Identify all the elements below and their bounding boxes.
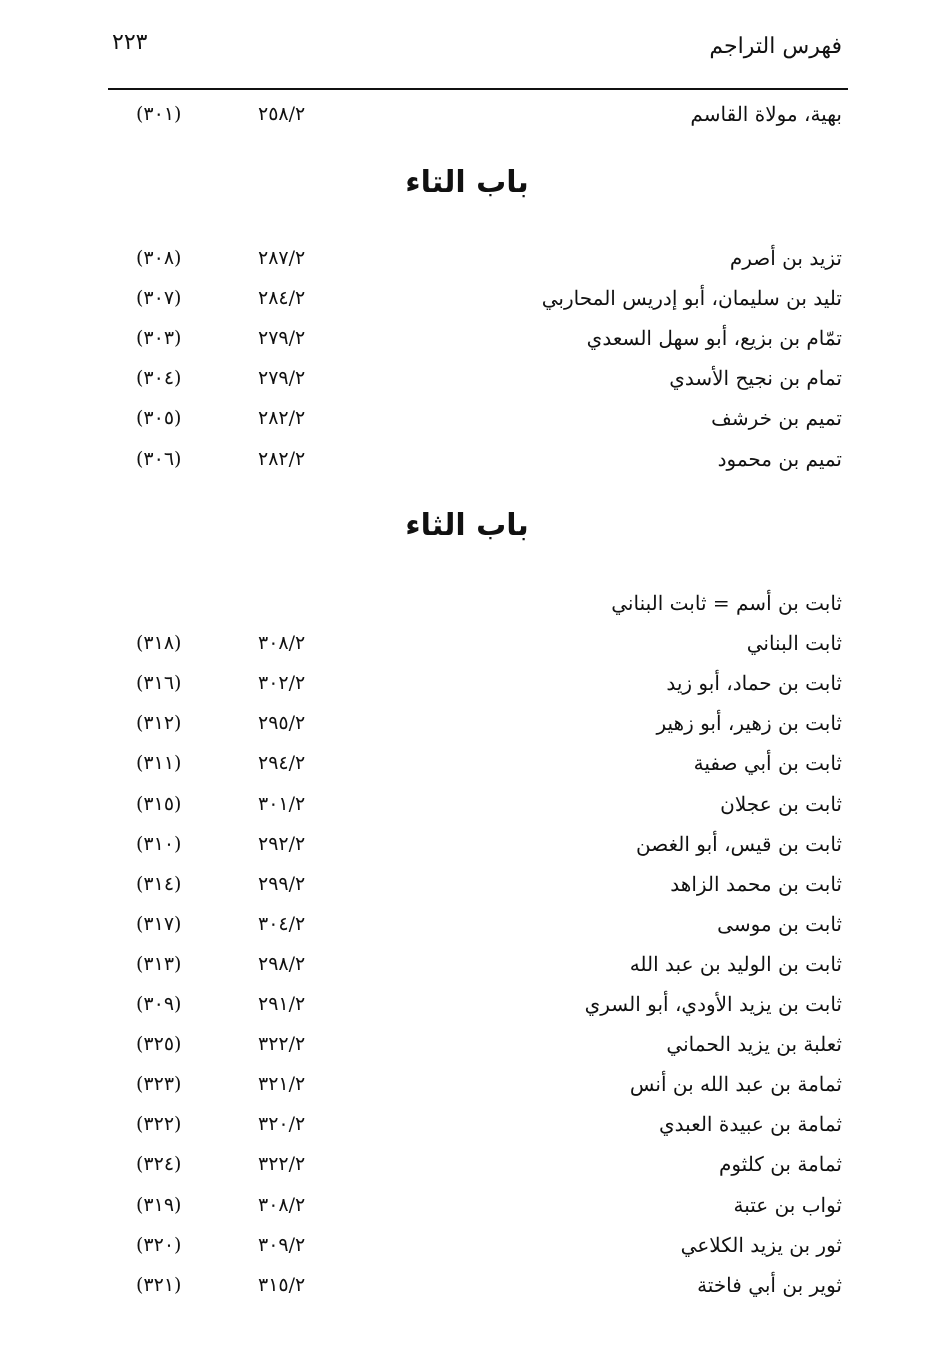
entry-number: (٣٢٤) xyxy=(136,1153,182,1176)
entry-volume-page: ٢٧٩/٢ xyxy=(258,327,306,350)
index-entry xyxy=(0,1187,934,1223)
entry-volume-page: ٢٨٤/٢ xyxy=(258,287,306,310)
index-entry xyxy=(0,745,934,781)
entry-number: (٣١٩) xyxy=(136,1193,182,1216)
entry-name: تميم بن خرشف xyxy=(711,406,842,431)
index-entry xyxy=(0,1066,934,1102)
index-entry xyxy=(0,1106,934,1142)
page-number: ٢٢٣ xyxy=(112,30,148,55)
index-entry xyxy=(0,705,934,741)
entry-volume-page: ٣٠١/٢ xyxy=(258,792,306,815)
entry-number: (٣١١) xyxy=(136,752,182,775)
index-entry xyxy=(0,826,934,862)
header-rule xyxy=(108,88,848,90)
entry-number: (٣٠٨) xyxy=(136,247,182,269)
index-entry xyxy=(0,441,934,477)
index-entry xyxy=(0,360,934,396)
entry-number: (٣١٣) xyxy=(136,952,182,975)
entry-volume-page: ٢٨٢/٢ xyxy=(258,407,306,430)
entry-number: (٣١٦) xyxy=(136,672,182,695)
index-entry xyxy=(0,665,934,701)
entry-name: ثابت بن قيس، أبو الغصن xyxy=(636,831,842,856)
entry-number: (٣٠٣) xyxy=(136,327,182,350)
entry-name: تليد بن سليمان، أبو إدريس المحاربي xyxy=(541,286,842,311)
index-entry xyxy=(0,400,934,436)
entry-number: (٣٢٠) xyxy=(136,1233,182,1256)
entry-volume-page: ٣٠٨/٢ xyxy=(258,632,306,655)
entry-volume-page: ٣٢١/٢ xyxy=(258,1073,306,1096)
entry-volume-page: ٣٢٢/٢ xyxy=(258,1153,306,1176)
entry-name: ثابت بن عجلان xyxy=(720,791,842,816)
entry-name: ثابت بن أبي صفية xyxy=(693,751,842,776)
entry-number: (٣٠١) xyxy=(136,103,182,125)
index-entry xyxy=(0,320,934,356)
index-entry xyxy=(0,1267,934,1303)
entry-volume-page: ٢٧٩/٢ xyxy=(258,367,306,390)
entry-number: (٣٠٩) xyxy=(136,993,182,1015)
entry-name: ثابت بن أسم = ثابت البناني xyxy=(611,591,842,615)
entry-volume-page: ٣٠٢/٢ xyxy=(258,672,306,695)
entry-name: ثوير بن أبي فاختة xyxy=(697,1272,842,1297)
index-entry xyxy=(0,625,934,661)
entry-volume-page: ٣٢٠/٢ xyxy=(258,1113,306,1136)
index-entry xyxy=(0,946,934,982)
entry-volume-page: ٣٠٤/٢ xyxy=(258,912,306,935)
index-entry xyxy=(0,240,934,276)
entry-volume-page: ٣٠٩/٢ xyxy=(258,1233,306,1256)
entry-number: (٣٢٥) xyxy=(136,1033,182,1056)
entry-volume-page: ٢٩٩/٢ xyxy=(258,872,306,895)
entry-number: (٣٠٦) xyxy=(136,447,182,470)
running-title: فهرس التراجم xyxy=(709,34,842,59)
entry-name: ثمامة بن كلثوم xyxy=(718,1152,842,1177)
entry-number: (٣١٤) xyxy=(136,872,182,895)
index-entry xyxy=(0,585,934,621)
index-entry xyxy=(0,986,934,1022)
entry-number: (٣١٧) xyxy=(136,912,182,935)
entry-volume-page: ٢٨٢/٢ xyxy=(258,447,306,470)
entry-name: ثابت بن محمد الزاهد xyxy=(670,871,842,896)
entry-number: (٣١٥) xyxy=(136,792,182,815)
entry-name: ثواب بن عتبة xyxy=(733,1192,842,1217)
page-header xyxy=(0,0,934,90)
index-entry xyxy=(0,280,934,316)
entry-number: (٣١٠) xyxy=(136,832,182,855)
entry-number: (٣٠٧) xyxy=(136,287,182,310)
section-title: باب التاء xyxy=(405,165,529,200)
entry-volume-page: ٢٩٤/٢ xyxy=(258,752,306,775)
entry-volume-page: ٣١٥/٢ xyxy=(258,1273,306,1296)
entry-name: تميم بن محمود xyxy=(717,446,842,471)
entry-name: ثور بن يزيد الكلاعي xyxy=(680,1232,842,1257)
entry-volume-page: ٢٩٢/٢ xyxy=(258,832,306,855)
entry-number: (٣٢٣) xyxy=(136,1073,182,1096)
entry-name: ثابت بن حماد، أبو زيد xyxy=(666,671,842,696)
entry-volume-page: ٣٢٢/٢ xyxy=(258,1033,306,1056)
entry-number: (٣٢١) xyxy=(136,1273,182,1296)
entry-name: ثابت البناني xyxy=(746,631,842,656)
index-entry xyxy=(0,1146,934,1182)
entry-name: ثابت بن موسى xyxy=(717,911,842,936)
entry-name: تزيد بن أصرم xyxy=(729,246,842,270)
entry-volume-page: ٢٩١/٢ xyxy=(258,993,306,1015)
index-entry xyxy=(0,786,934,822)
entry-number: (٣١٢) xyxy=(136,712,182,735)
entry-number: (٣١٨) xyxy=(136,632,182,655)
entry-name: ثمامة بن عبد الله بن أنس xyxy=(629,1072,842,1097)
entry-volume-page: ٢٩٥/٢ xyxy=(258,712,306,735)
entry-volume-page: ٢٨٧/٢ xyxy=(258,247,306,269)
entry-number: (٣٢٢) xyxy=(136,1113,182,1136)
entry-name: ثابت بن الوليد بن عبد الله xyxy=(629,951,842,976)
entry-name: تمام بن نجيح الأسدي xyxy=(669,366,842,391)
entry-number: (٣٠٤) xyxy=(136,367,182,390)
entry-name: ثمامة بن عبيدة العبدي xyxy=(659,1112,842,1137)
entry-volume-page: ٢٥٨/٢ xyxy=(258,103,306,125)
index-entry xyxy=(0,96,934,132)
entry-name: تمّام بن بزيع، أبو سهل السعدي xyxy=(586,326,842,351)
index-entry xyxy=(0,1227,934,1263)
entry-name: ثعلبة بن يزيد الحماني xyxy=(666,1032,842,1057)
entry-name: بهية، مولاة القاسم xyxy=(690,102,842,126)
entry-number: (٣٠٥) xyxy=(136,407,182,430)
entry-name: ثابت بن يزيد الأودي، أبو السري xyxy=(584,992,842,1016)
entry-volume-page: ٢٩٨/٢ xyxy=(258,952,306,975)
entry-name: ثابت بن زهير، أبو زهير xyxy=(656,711,842,736)
index-entry xyxy=(0,866,934,902)
index-entry xyxy=(0,906,934,942)
section-title: باب الثاء xyxy=(405,508,529,543)
index-entry xyxy=(0,1026,934,1062)
entry-volume-page: ٣٠٨/٢ xyxy=(258,1193,306,1216)
